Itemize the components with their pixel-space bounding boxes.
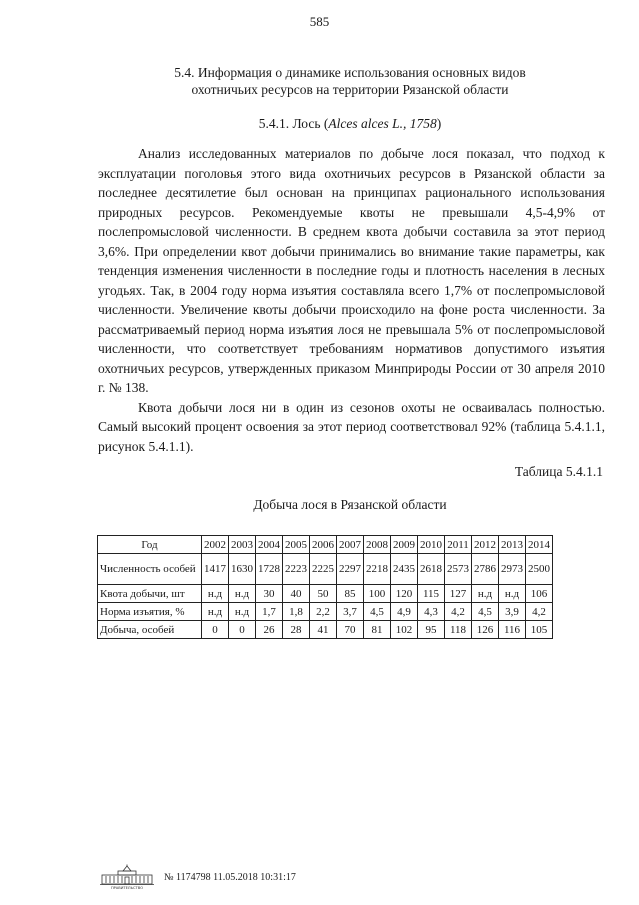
table-cell: 2435	[391, 554, 418, 585]
table-cell: 81	[364, 621, 391, 639]
table-cell: 1630	[229, 554, 256, 585]
table-cell: 2297	[337, 554, 364, 585]
table-cell: 2573	[445, 554, 472, 585]
table-cell: 2,2	[310, 603, 337, 621]
subsection-suffix: )	[436, 116, 442, 131]
table-cell: н.д	[229, 585, 256, 603]
table-cell: 1,7	[256, 603, 283, 621]
table-cell: 4,5	[364, 603, 391, 621]
table-header-row	[98, 536, 553, 554]
table-cell: 3,7	[337, 603, 364, 621]
table-caption: Добыча лося в Рязанской области	[253, 497, 447, 512]
table-cell: 26	[256, 621, 283, 639]
table-cell: 118	[445, 621, 472, 639]
table-cell: 30	[256, 585, 283, 603]
subsection-title	[60, 116, 639, 132]
government-building-emblem-icon	[98, 864, 156, 890]
table-cell: 2500	[526, 554, 553, 585]
table-cell: 41	[310, 621, 337, 639]
table-cell: 2223	[283, 554, 310, 585]
page-number: 585	[309, 14, 330, 29]
table-cell: 120	[391, 585, 418, 603]
table-cell: 3,9	[499, 603, 526, 621]
table-cell: 50	[310, 585, 337, 603]
table-cell: 40	[283, 585, 310, 603]
row-label: Норма изъятия, %	[98, 603, 202, 621]
table-cell: 0	[229, 621, 256, 639]
emblem-caption: ПРАВИТЕЛЬСТВО	[110, 886, 144, 890]
table-cell: 116	[499, 621, 526, 639]
table-cell: 127	[445, 585, 472, 603]
header-cell: 2002	[202, 536, 229, 554]
table-cell: 4,9	[391, 603, 418, 621]
table-cell: н.д	[229, 603, 256, 621]
table-cell: 2618	[418, 554, 445, 585]
header-cell: 2003	[229, 536, 256, 554]
table-cell: 1,8	[283, 603, 310, 621]
table-cell: 2225	[310, 554, 337, 585]
section-title-line-2: охотничьих ресурсов на территории Рязанской области	[191, 82, 509, 97]
moose-harvest-table	[97, 535, 553, 639]
table-cell: 95	[418, 621, 445, 639]
header-cell: 2004	[256, 536, 283, 554]
table-row	[98, 585, 553, 603]
table-cell: 106	[526, 585, 553, 603]
table-cell: 105	[526, 621, 553, 639]
row-label: Квота добычи, шт	[98, 585, 202, 603]
paragraph-1: Анализ исследованных материалов по добыче лося показал, что подход к эксплуатации поголовья этого вида охотничьих ресурсов в Рязанской области за последнее десятилетие был основан на принципах рационального использования природных ресурсов. Рекомендуемые квоты не превышали 4,5-4,9% от послепромысловой численности. В среднем квота добычи составила за этот период 3,6%. При определении квот добычи принимались во внимание такие параметры, как тенденция изменения численности в последние годы и плотность населения в лесных угодьях. Так, в 2004 году норма изъятия составляла всего 1,7% от послепромысловой численности. Увеличение квоты добычи происходило на фоне роста численности. За рассматриваемый период норма изъятия лося не превышала 5% от послепромысловой численности, что соответствует требованиям нормативов допустимого изъятия охотничьих ресурсов, утвержденных приказом Минприроды России от 30 апреля 2010 г. № 138.	[98, 146, 605, 395]
table-cell: 0	[202, 621, 229, 639]
header-cell: 2009	[391, 536, 418, 554]
table-cell: 70	[337, 621, 364, 639]
section-title-line-1: 5.4. Информация о динамике использования основных видов	[174, 65, 526, 80]
table-cell: 2218	[364, 554, 391, 585]
table-row	[98, 554, 553, 585]
table-cell: 102	[391, 621, 418, 639]
header-cell: 2012	[472, 536, 499, 554]
paragraph-2: Квота добычи лося ни в один из сезонов охоты не осваивалась полностью. Самый высокий процент освоения за этот период соответствовал 92% (таблица 5.4.1.1, рисунок 5.4.1.1).	[98, 399, 605, 454]
document-stamp: № 1174798 11.05.2018 10:31:17	[164, 871, 296, 883]
header-cell: 2014	[526, 536, 553, 554]
header-cell: 2008	[364, 536, 391, 554]
header-cell: 2006	[310, 536, 337, 554]
header-cell: 2010	[418, 536, 445, 554]
header-cell: 2005	[283, 536, 310, 554]
header-cell-year: Год	[98, 536, 202, 554]
table-cell: 4,2	[526, 603, 553, 621]
row-label: Добыча, особей	[98, 621, 202, 639]
header-cell: 2013	[499, 536, 526, 554]
table-row	[98, 621, 553, 639]
table-cell: 85	[337, 585, 364, 603]
table-cell: 1417	[202, 554, 229, 585]
table-cell: н.д	[472, 585, 499, 603]
document-footer	[98, 864, 296, 890]
table-cell: 126	[472, 621, 499, 639]
table-cell: 4,5	[472, 603, 499, 621]
header-cell: 2007	[337, 536, 364, 554]
table-cell: н.д	[499, 585, 526, 603]
table-label: Таблица 5.4.1.1	[514, 464, 603, 479]
row-label: Численность особей	[98, 554, 202, 585]
table-cell: 4,2	[445, 603, 472, 621]
table-cell: 100	[364, 585, 391, 603]
body-text	[98, 144, 605, 456]
table-cell: 115	[418, 585, 445, 603]
table-row	[98, 603, 553, 621]
table-cell: 1728	[256, 554, 283, 585]
table-cell: 2973	[499, 554, 526, 585]
header-cell: 2011	[445, 536, 472, 554]
section-title	[60, 64, 639, 98]
table-cell: н.д	[202, 585, 229, 603]
table-cell: 4,3	[418, 603, 445, 621]
table-cell: 28	[283, 621, 310, 639]
table-cell: н.д	[202, 603, 229, 621]
table-cell: 2786	[472, 554, 499, 585]
latin-name: Alces alces L., 1758	[328, 116, 437, 131]
subsection-prefix: 5.4.1. Лось (	[258, 116, 329, 131]
